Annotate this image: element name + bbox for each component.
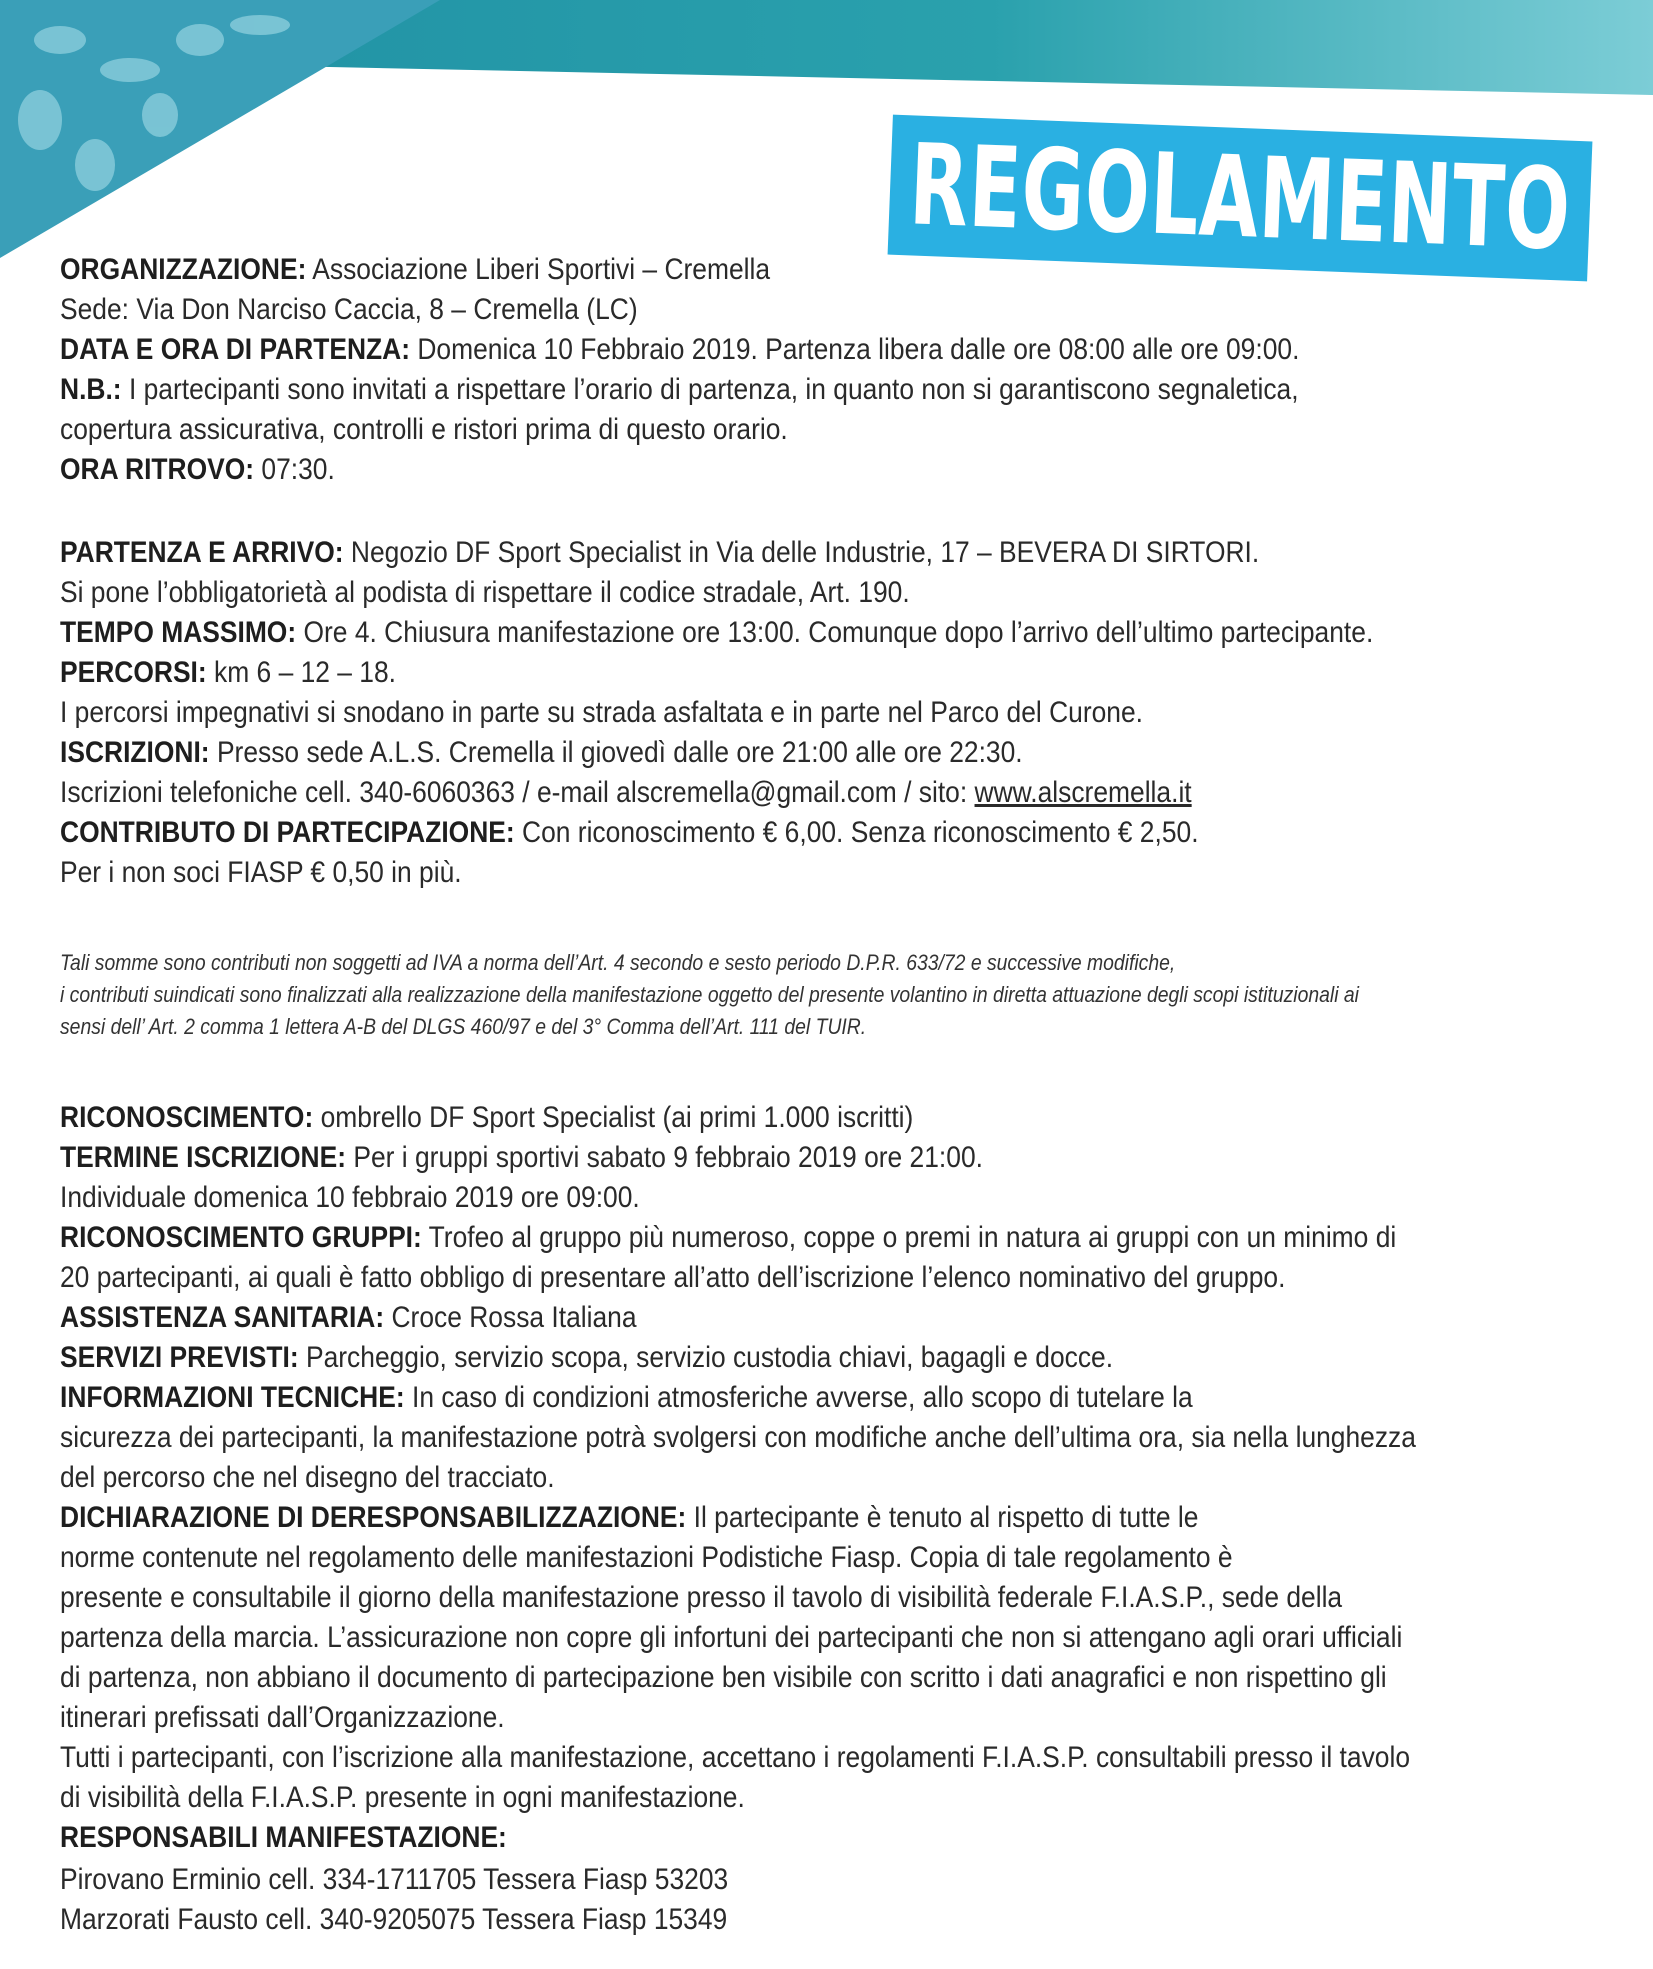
- title-banner: [888, 115, 1593, 282]
- contributo-row: CONTRIBUTO DI PARTECIPAZIONE: Con riconoscimento € 6,00. Senza riconoscimento € 2,50.: [60, 816, 1199, 849]
- assistenza-row: ASSISTENZA SANITARIA: Croce Rossa Italiana: [60, 1301, 637, 1334]
- riconoscimento-gruppi-row: RICONOSCIMENTO GRUPPI: Trofeo al gruppo più numeroso, coppe o premi in natura ai gruppi con un minimo di: [60, 1221, 1397, 1254]
- dichiarazione-row-2: norme contenute nel regolamento delle manifestazioni Podistiche Fiasp. Copia di tale regolamento è: [60, 1541, 1233, 1574]
- dichiarazione-row-5: di partenza, non abbiano il documento di partecipazione ben visibile con scritto i dati anagrafici e non rispettino gli: [60, 1661, 1387, 1694]
- termine-iscrizione-row: TERMINE ISCRIZIONE: Per i gruppi sportivi sabato 9 febbraio 2019 ore 21:00.: [60, 1141, 983, 1174]
- servizi-row: SERVIZI PREVISTI: Parcheggio, servizio scopa, servizio custodia chiavi, bagagli e docce.: [60, 1341, 1114, 1374]
- dichiarazione-row: DICHIARAZIONE DI DERESPONSABILIZZAZIONE: Il partecipante è tenuto al rispetto di tutte le: [60, 1501, 1199, 1534]
- percorsi-row: PERCORSI: km 6 – 12 – 18.: [60, 656, 397, 689]
- dichiarazione-row-8: di visibilità della F.I.A.S.P. presente in ogni manifestazione.: [60, 1781, 745, 1814]
- informazioni-row-3: del percorso che nel disegno del tracciato.: [60, 1461, 555, 1494]
- note-fiscale-line: sensi dell’ Art. 2 comma 1 lettera A-B del DLGS 460/97 e del 3° Comma dell’Art. 111 del TUIR.: [60, 1014, 867, 1039]
- nb-row: N.B.: I partecipanti sono invitati a rispettare l’orario di partenza, in quanto non si garantiscono segnaletica,: [60, 373, 1299, 406]
- note-fiscale-line: Tali somme sono contributi non soggetti ad IVA a norma dell’Art. 4 secondo e sesto periodo D.P.R. 633/72 e successive modifiche,: [60, 950, 1176, 975]
- partenza-arrivo-row: PARTENZA E ARRIVO: Negozio DF Sport Specialist in Via delle Industrie, 17 – BEVERA DI SIRTORI.: [60, 536, 1260, 569]
- responsabile-row: Marzorati Fausto cell. 340-9205075 Tessera Fiasp 15349: [60, 1903, 728, 1936]
- tempo-massimo-row: TEMPO MASSIMO: Ore 4. Chiusura manifestazione ore 13:00. Comunque dopo l’arrivo dell’ultimo partecipante.: [60, 616, 1374, 649]
- iscrizioni-row: ISCRIZIONI: Presso sede A.L.S. Cremella il giovedì dalle ore 21:00 alle ore 22:30.: [60, 736, 1023, 769]
- sede-row: Sede: Via Don Narciso Caccia, 8 – Cremella (LC): [60, 293, 638, 326]
- responsabile-row: Pirovano Erminio cell. 334-1711705 Tessera Fiasp 53203: [60, 1863, 729, 1896]
- informazioni-row: INFORMAZIONI TECNICHE: In caso di condizioni atmosferiche avverse, allo scopo di tutelare la: [60, 1381, 1193, 1414]
- dichiarazione-row-7: Tutti i partecipanti, con l’iscrizione alla manifestazione, accettano i regolamenti F.I.A.S.P. consultabili presso il tavolo: [60, 1741, 1411, 1774]
- codice-stradale-row: Si pone l’obbligatorietà al podista di rispettare il codice stradale, Art. 190.: [60, 576, 910, 609]
- dichiarazione-row-6: itinerari prefissati dall’Organizzazione.: [60, 1701, 505, 1734]
- termine-individuale-row: Individuale domenica 10 febbraio 2019 ore 09:00.: [60, 1181, 640, 1214]
- website-link[interactable]: www.alscremella.it: [974, 776, 1192, 809]
- contributo-soci-row: Per i non soci FIASP € 0,50 in più.: [60, 856, 462, 889]
- page-title: REGOLAMENTO: [907, 120, 1573, 276]
- data-partenza-row: DATA E ORA DI PARTENZA: Domenica 10 Febbraio 2019. Partenza libera dalle ore 08:00 alle ore 09:00.: [60, 333, 1300, 366]
- organizzazione-row: ORGANIZZAZIONE: Associazione Liberi Sportivi – Cremella: [60, 253, 771, 286]
- riconoscimento-row: RICONOSCIMENTO: ombrello DF Sport Specialist (ai primi 1.000 iscritti): [60, 1101, 914, 1134]
- dichiarazione-row-3: presente e consultabile il giorno della manifestazione presso il tavolo di visibilità federale F.I.A.S.P., sede della: [60, 1581, 1343, 1614]
- iscrizioni-contatti-row: Iscrizioni telefoniche cell. 340-6060363 / e-mail alscremella@gmail.com / sito: www.alscremella.it: [60, 776, 1192, 809]
- nb-row-2: copertura assicurativa, controlli e ristori prima di questo orario.: [60, 413, 788, 446]
- responsabili-heading: RESPONSABILI MANIFESTAZIONE:: [60, 1821, 507, 1854]
- riconoscimento-gruppi-row-2: 20 partecipanti, ai quali è fatto obbligo di presentare all’atto dell’iscrizione l’elenco nominativo del gruppo.: [60, 1261, 1286, 1294]
- percorsi-desc-row: I percorsi impegnativi si snodano in parte su strada asfaltata e in parte nel Parco del Curone.: [60, 696, 1144, 729]
- dichiarazione-row-4: partenza della marcia. L’assicurazione non copre gli infortuni dei partecipanti che non si attengano agli orari ufficiali: [60, 1621, 1403, 1654]
- informazioni-row-2: sicurezza dei partecipanti, la manifestazione potrà svolgersi con modifiche anche dell’ultima ora, sia nella lunghezza: [60, 1421, 1416, 1454]
- note-fiscale-line: i contributi suindicati sono finalizzati alla realizzazione della manifestazione oggetto del presente volantino in diretta attuazione degli scopi istituzionali ai: [60, 982, 1359, 1007]
- ora-ritrovo-row: ORA RITROVO: 07:30.: [60, 453, 335, 486]
